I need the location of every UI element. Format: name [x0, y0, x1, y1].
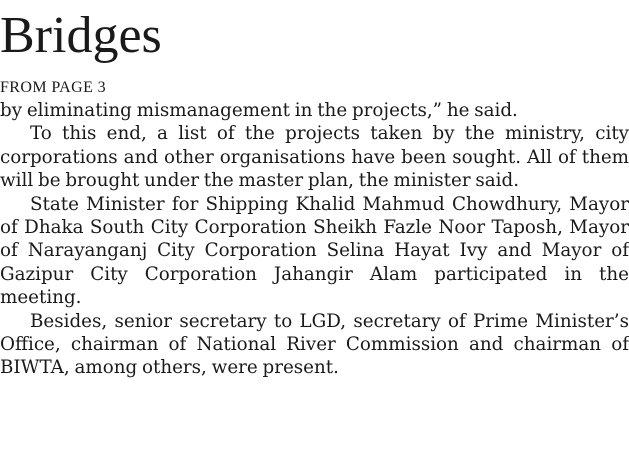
paragraph-4: Besides, senior secretary to LGD, secretary of Prime Minister’s Office, chairman of National River Commission and chairman of BIWTA, among others, were present.	[0, 310, 629, 379]
paragraph-3: State Minister for Shipping Khalid Mahmud Chowdhury, Mayor of Dhaka South City Corporation Sheikh Fazle Noor Taposh, Mayor of Narayanganj City Corporation Selina Hayat Ivy and Mayor of Gazipur City Corporation Jahangir Alam participated in the meeting.	[0, 193, 629, 309]
paragraph-2: To this end, a list of the projects taken by the ministry, city corporations and other organisations have been sought. All of them will be brought under the master plan, the minister said.	[0, 123, 629, 192]
article-headline: Bridges	[0, 7, 162, 64]
jump-line: FROM PAGE 3	[0, 79, 107, 96]
paragraph-1: by eliminating mismanagement in the projects,” he said.	[0, 100, 518, 121]
article-body	[0, 99, 629, 380]
